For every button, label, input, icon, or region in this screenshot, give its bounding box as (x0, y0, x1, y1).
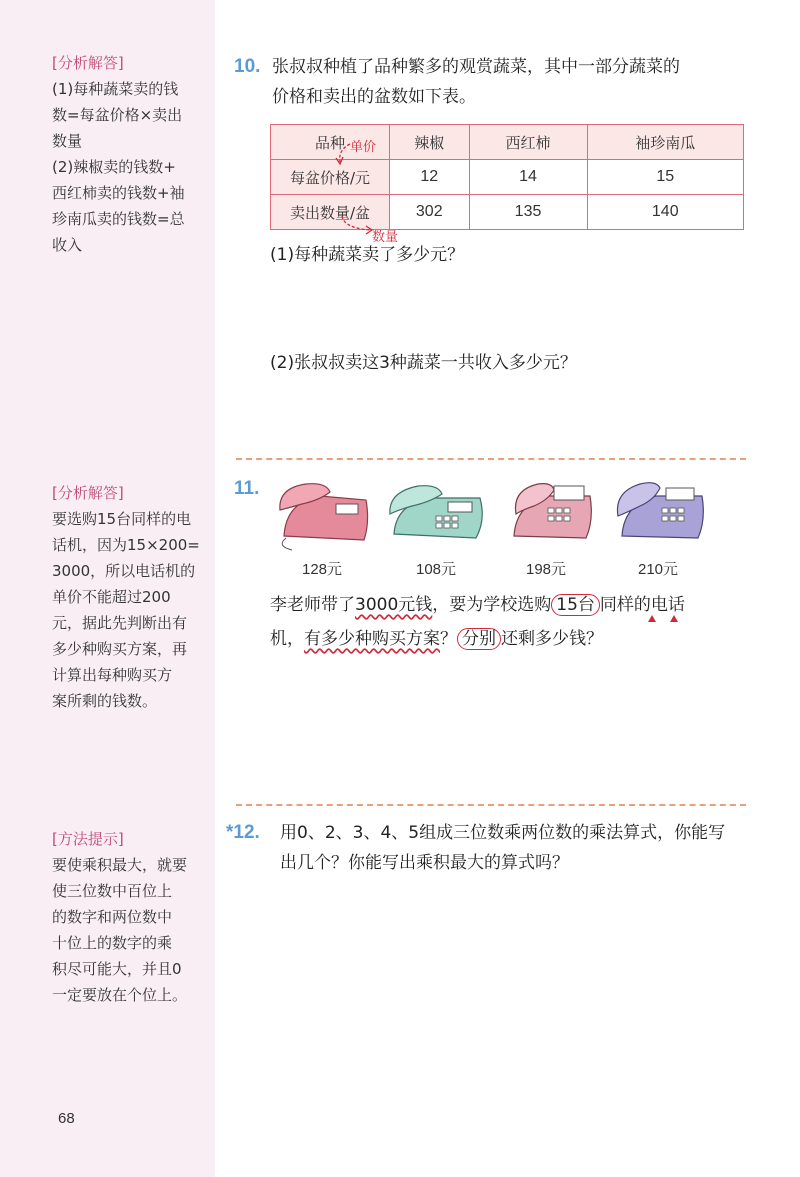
circled-text: 分别 (457, 628, 501, 650)
table-header-cell: 辣椒 (390, 125, 470, 160)
section-divider (236, 458, 746, 460)
page-number: 68 (58, 1110, 75, 1127)
text-run: 李老师带了 (270, 595, 355, 615)
table-row-label: 每盆价格/元 (271, 160, 390, 195)
question-10-intro: 张叔叔种植了品种繁多的观赏蔬菜，其中一部分蔬菜的 价格和卖出的盆数如下表。 (272, 57, 680, 107)
question-number-10: 10. (234, 56, 261, 77)
sidebar-text: (1)每种蔬菜卖的钱 数=每盆价格×卖出 数量 (2)辣椒卖的钱数+ 西红柿卖的钱数+袖 珍南瓜卖的钱数=总 收入 (52, 80, 185, 254)
annotation-arrow-icon (330, 140, 360, 170)
question-number-11: 11. (234, 478, 260, 499)
green-phone-icon (380, 474, 492, 552)
underlined-text: 有多少种购买方案 (304, 629, 440, 649)
table-header-cell: 袖珍南瓜 (587, 125, 743, 160)
table-cell: 12 (390, 160, 470, 195)
table-cell: 140 (587, 195, 743, 230)
sidebar-text: 要使乘积最大，就要 使三位数中百位上 的数字和两位数中 十位上的数字的乘 积尽可能大，并且0 一定要放在个位上。 (52, 856, 188, 1004)
circled-text: 15台 (551, 594, 600, 616)
phone-price: 108元 (415, 561, 457, 578)
table-header-cell: 西红柿 (469, 125, 587, 160)
question-10-part-2: (2)张叔叔卖这3种蔬菜一共收入多少元？ (270, 353, 577, 373)
text-run: ，要为学校选购 (432, 595, 552, 615)
sidebar-title: [分析解答] (52, 484, 124, 502)
question-11-line-2 (270, 624, 603, 654)
phone-price: 210元 (637, 561, 679, 578)
underlined-text: 3000元钱 (355, 595, 433, 615)
table-cell: 135 (469, 195, 587, 230)
annotation-unit-price: 单价 (350, 140, 377, 155)
purple-phone-icon (604, 474, 716, 552)
table-cell: 302 (390, 195, 470, 230)
table-header-cell: 品种 (271, 125, 390, 160)
sidebar-title: [方法提示] (52, 830, 124, 848)
question-10-part-1: (1)每种蔬菜卖了多少元？ (270, 245, 465, 265)
sidebar-title: [分析解答] (52, 54, 124, 72)
annotation-quantity: 数量 (372, 230, 399, 245)
text-run: 机， (270, 629, 304, 649)
question-number-12: *12. (226, 822, 260, 843)
phone-price: 128元 (301, 561, 343, 578)
text-run: 还剩多少钱？ (501, 629, 603, 649)
text-run: 同样的电话 (599, 595, 685, 615)
pink-phone-icon (266, 474, 378, 552)
section-divider (236, 804, 746, 806)
sidebar-method-hint-q12 (52, 826, 202, 1008)
pink-phone-icon (494, 474, 606, 552)
annotation-arrow-icon (338, 214, 378, 236)
phone-price: 198元 (525, 561, 567, 578)
table-row-label: 卖出数量/盆 (271, 195, 390, 230)
text-run: ？ (440, 629, 457, 649)
emphasis-marks-icon (644, 614, 684, 624)
question-11-line-1 (270, 590, 685, 620)
question-12-text: 用0、2、3、4、5组成三位数乘两位数的乘法算式，你能写 出几个？你能写出乘积最大的算式吗？ (280, 823, 726, 873)
table-cell: 14 (469, 160, 587, 195)
table-cell: 15 (587, 160, 743, 195)
sidebar-analysis-q11 (52, 480, 202, 714)
sidebar-analysis-q10 (52, 50, 202, 258)
sidebar-text: 要选购15台同样的电 话机，因为15×200= 3000，所以电话机的 单价不能超过200 元，据此先判断出有 多少种购买方案，再 计算出每种购买方 案所剩的钱数。 (52, 510, 200, 710)
